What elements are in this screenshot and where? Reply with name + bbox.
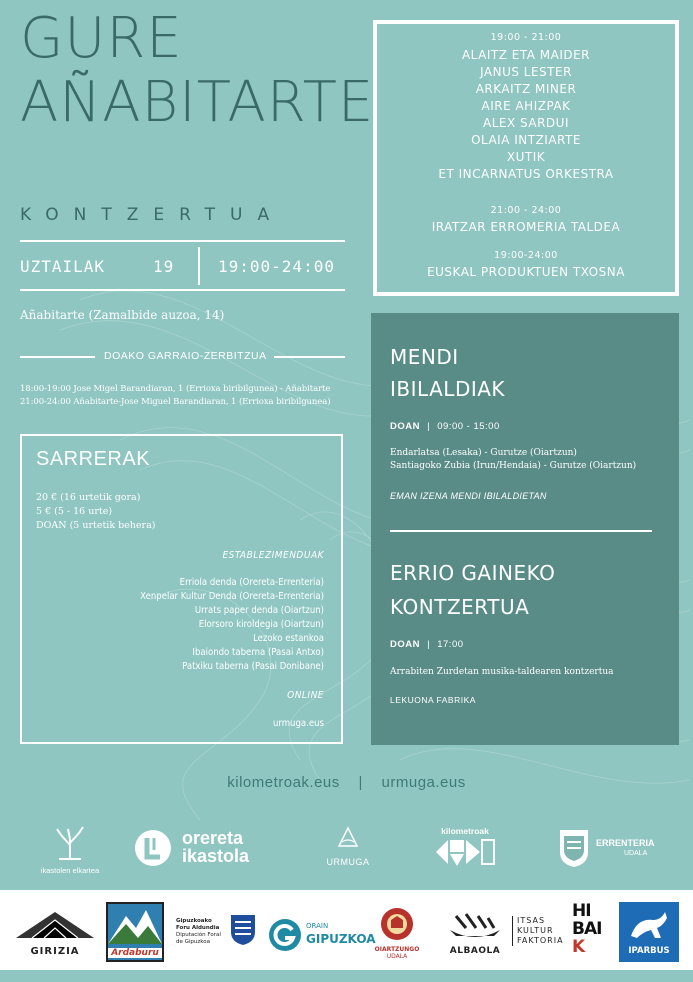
girizia-logo [12, 908, 98, 958]
oiartzun-logo [370, 904, 424, 964]
river-meta [390, 639, 464, 650]
tickets-box [20, 434, 343, 744]
hibaik-line-3: K [572, 937, 585, 957]
albaola-label: ALBAOLA [449, 946, 501, 956]
website-urmuga[interactable]: urmuga.eus [381, 774, 466, 791]
errenteria-udala: UDALA [624, 850, 648, 857]
hikes-title-2: IBILALDIAK [390, 377, 506, 401]
hikes-sep: | [427, 421, 431, 432]
emblem-icon [379, 904, 415, 944]
artist-item: ARKAITZ MINER [475, 82, 577, 96]
g-circle-icon [268, 918, 302, 952]
sponsors-band [0, 890, 693, 970]
urmuga-logo [318, 826, 378, 867]
ikastolen-logo [30, 825, 110, 875]
price-adult: 20 € (16 urtetik gora) [36, 492, 141, 503]
program-box [373, 20, 679, 296]
hike-route: Endarlatsa (Lesaka) - Gurutze (Oiartzun) [390, 448, 577, 458]
establishment-item: Patxiku taberna (Pasai Donibane) [182, 661, 324, 672]
panel-divider [390, 530, 652, 532]
coat-of-arms-icon [558, 828, 590, 868]
oiartzun-label-1: OIARTZUNGO [374, 946, 420, 953]
transport-schedule-2: 21:00-24:00 Añabitarte-Jose Miguel Barandiaran, 1 (Errioxa biribilgunea) [20, 397, 331, 407]
tickets-title: SARRERAK [36, 448, 151, 470]
river-sep: | [427, 639, 431, 650]
river-description: Arrabiten Zurdetan musika-taldearen kontzertua [390, 667, 614, 677]
date-time: 19:00-24:00 [218, 257, 335, 276]
artist-item: AIRE AHIZPAK [481, 99, 571, 113]
establishment-item: Elorsoro kiroldegia (Oiartzun) [198, 619, 324, 630]
hibaik-line-2: BAI [572, 919, 602, 939]
gipuzkoa-foru-line2: Foru Aldundia [176, 925, 220, 931]
kangaroo-icon [627, 908, 671, 942]
establishment-item: Xenpelar Kultur Denda (Orereta-Errenteria) [140, 591, 324, 602]
river-title-2: KONTZERTUA [390, 595, 530, 619]
artist-item: JANUS LESTER [480, 65, 572, 79]
artist-item: XUTIK [506, 150, 546, 164]
drop-icon [336, 826, 360, 852]
errenteria-logo [558, 828, 668, 868]
artist-item: OLAIA INTZIARTE [471, 133, 581, 147]
artist-item: ET INCARNATUS ORKESTRA [438, 167, 614, 181]
date-day: 19 [153, 257, 175, 276]
transport-schedule-1: 18:00-19:00 Jose Migel Barandiaran, 1 (Errioxa biribilgunea) - Añabitarte [20, 384, 331, 394]
online-link[interactable]: urmuga.eus [272, 718, 324, 729]
tree-icon [53, 825, 87, 861]
transport-line-left [20, 356, 95, 358]
ship-icon [446, 910, 504, 942]
ardoburu-label: Ardaburu [108, 948, 162, 958]
gipuzkoa-foru-logo [176, 918, 266, 958]
websites-line [0, 774, 693, 791]
orereta-word-2: ikastola [182, 846, 250, 866]
kilometroak-label: kilometroak [441, 826, 489, 836]
gipuzkoa-foru-line1: Gipuzkoako [176, 918, 212, 924]
transport-heading [20, 348, 345, 366]
date-month: UZTAILAK [20, 257, 106, 276]
errenteria-word: ERRENTERIA [596, 838, 655, 848]
river-place: LEKUONA FABRIKA [390, 695, 476, 705]
transport-title: DOAKO GARRAIO-ZERBITZUA [104, 350, 267, 362]
geometric-mark-icon [434, 836, 496, 868]
iparbus-logo [619, 902, 679, 962]
page-title [20, 6, 375, 135]
artist-item: ALAITZ ETA MAIDER [461, 48, 591, 62]
website-kilometroak[interactable]: kilometroak.eus [227, 774, 340, 791]
mountain-icon [108, 904, 162, 944]
itsas-line-3: FAKTORIA [517, 936, 564, 945]
establishment-item: Urrats paper denda (Oiartzun) [194, 605, 324, 616]
price-child: DOAN (5 urtetik behera) [36, 520, 156, 531]
hikes-price: DOAN [390, 421, 420, 432]
gipuzkoa-brand-label: GIPUZKOA [306, 932, 376, 946]
establishment-item: Erriola denda (Orereta-Errenteria) [179, 577, 324, 588]
hikes-meta [390, 421, 500, 432]
establishments-title: ESTABLEZIMENDUAK [222, 550, 324, 561]
hikes-register-link[interactable]: EMAN IZENA MENDI IBILALDIETAN [390, 491, 547, 501]
kilometroak-logo [432, 826, 498, 873]
websites-separator: | [358, 774, 363, 791]
title-line-1: GURE [20, 6, 183, 71]
date-separator [198, 247, 200, 285]
urmuga-label: URMUGA [326, 857, 370, 867]
oiartzun-label-2: UDALA [386, 953, 408, 960]
divider-top [20, 240, 345, 242]
online-title: ONLINE [287, 690, 324, 701]
roof-icon [12, 908, 98, 942]
activities-panel [371, 313, 679, 745]
program-time-2: 21:00 - 24:00 [490, 205, 562, 216]
price-youth: 5 € (5 - 16 urte) [36, 506, 113, 517]
program-time-3: 19:00-24:00 [494, 250, 558, 261]
date-line [20, 253, 345, 283]
hibaik-logo [572, 902, 612, 964]
iparbus-label: IPARBUS [628, 946, 670, 956]
establishment-item: Lezoko estankoa [253, 633, 324, 644]
hikes-time: 09:00 - 15:00 [437, 421, 500, 432]
program-time-1: 19:00 - 21:00 [490, 32, 562, 43]
gipuzkoa-foru-line4: de Gipuzkoa [176, 939, 211, 945]
shield-icon [230, 914, 256, 946]
hibaik-line-1: HI [572, 901, 591, 921]
albaola-logo [442, 910, 508, 958]
subtitle: KONTZERTUA [20, 205, 285, 225]
establishment-item: Ibaiondo taberna (Pasai Antxo) [192, 647, 324, 658]
program-artist-2: IRATZAR ERROMERIA TALDEA [431, 220, 621, 234]
bottom-strip [0, 970, 693, 982]
itsas-line-1: ITSAS [517, 916, 546, 925]
program-artist-3: EUSKAL PRODUKTUEN TXOSNA [427, 265, 625, 279]
orereta-logo [134, 829, 274, 869]
address: Añabitarte (Zamalbide auzoa, 14) [20, 308, 225, 322]
itsas-kultur-label [512, 916, 564, 946]
river-price: DOAN [390, 639, 420, 650]
transport-line-right [274, 356, 345, 358]
hike-route: Santiagoko Zubia (Irun/Hendaia) - Gurutze (Oiartzun) [390, 461, 637, 471]
orain-gipuzkoa-logo [268, 918, 376, 954]
gipuzkoa-foru-line3: Diputación Foral [176, 932, 221, 938]
title-line-2: AÑABITARTE [20, 70, 375, 135]
girizia-label: GIRIZIA [30, 946, 80, 957]
orain-label: ORAIN [306, 922, 329, 930]
itsas-line-2: KULTUR [517, 926, 554, 935]
ardoburu-logo [106, 902, 164, 962]
hikes-title-1: MENDI [390, 345, 459, 369]
ikastolen-label: ikastolen elkartea [40, 866, 100, 875]
river-time: 17:00 [437, 639, 464, 650]
river-title-1: ERRIO GAINEKO [390, 561, 556, 585]
orereta-circle-icon [134, 829, 172, 867]
divider-bottom [20, 289, 345, 291]
artist-item: ALEX SARDUI [483, 116, 569, 130]
orereta-word-1: orereta [182, 828, 244, 848]
